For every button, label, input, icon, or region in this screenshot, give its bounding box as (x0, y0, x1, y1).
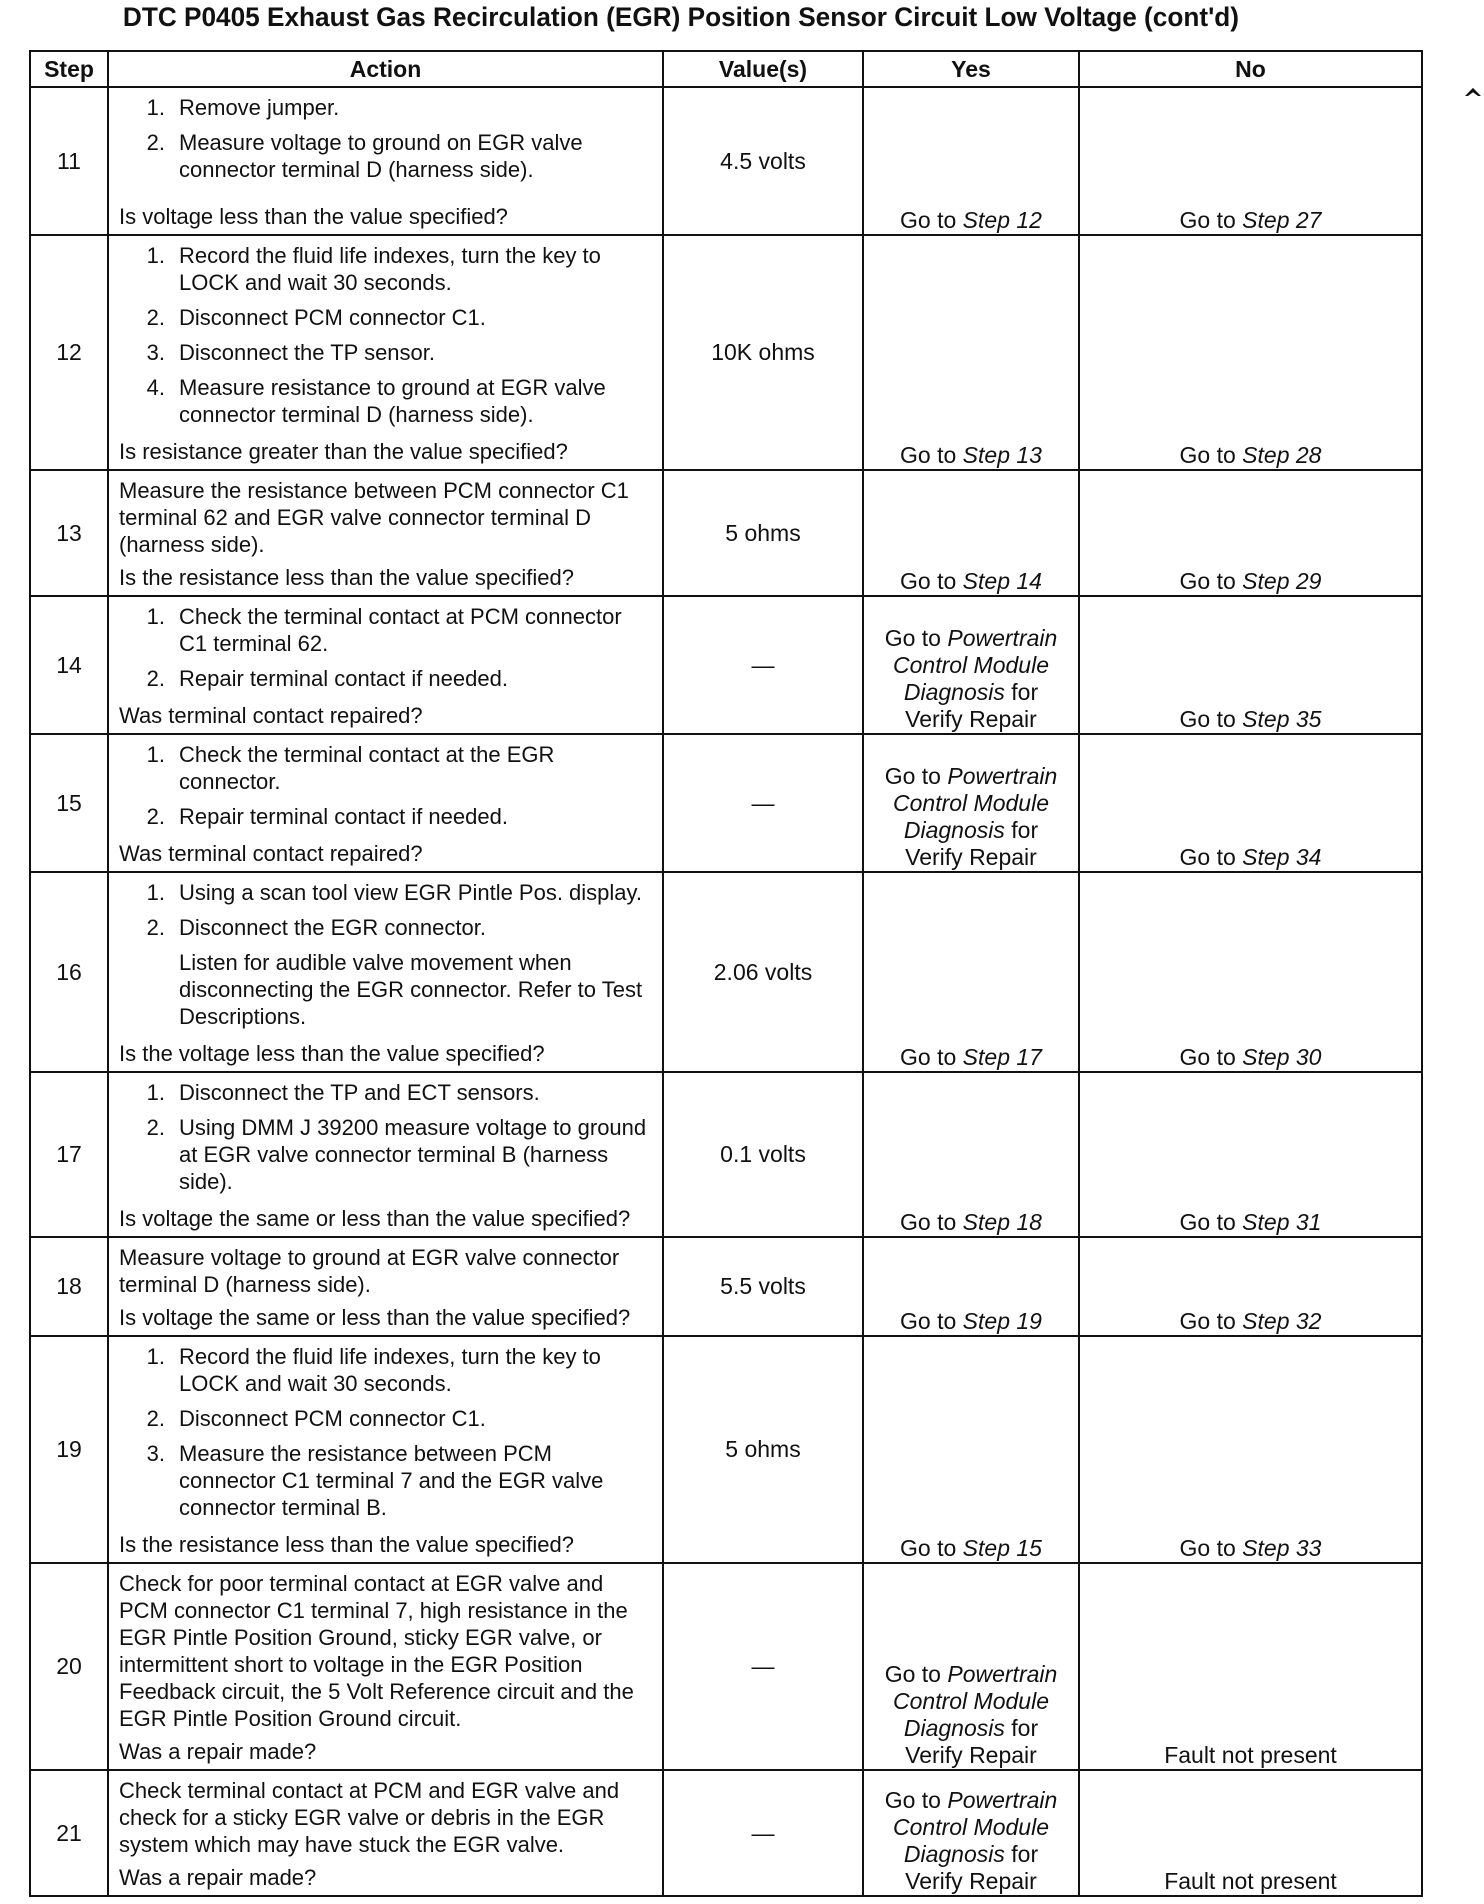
goto-prefix: Go to (1179, 207, 1243, 233)
table-header-row (30, 51, 1422, 87)
action-item-number: 2. (146, 1115, 165, 1140)
goto-prefix: Go to (900, 568, 963, 594)
no-goto (1180, 1044, 1322, 1070)
action-cell (108, 87, 663, 235)
action-item-number: 1. (146, 742, 165, 767)
yes-cell (863, 1237, 1079, 1336)
value-cell: 2.06 volts (663, 872, 863, 1072)
no-goto (1180, 706, 1322, 732)
table-row (30, 87, 1422, 235)
step-number: 21 (30, 1770, 108, 1896)
action-item-number: 3. (146, 340, 165, 365)
action-cell (108, 596, 663, 734)
action-item-number: 2. (146, 1406, 165, 1431)
step-number: 12 (30, 235, 108, 470)
page-title: DTC P0405 Exhaust Gas Recirculation (EGR) Position Sensor Circuit Low Voltage (cont'd) (122, 2, 1240, 32)
action-item-text: Disconnect PCM connector C1. (179, 305, 486, 330)
yes-cell (863, 872, 1079, 1072)
action-content (109, 1073, 662, 1236)
yes-step-link[interactable]: Step 14 (962, 568, 1042, 594)
action-item-number: 1. (146, 243, 165, 268)
powertrain-diagnosis-reference[interactable] (864, 1661, 1078, 1769)
ptc-for: for (1011, 1841, 1039, 1867)
action-cell (108, 734, 663, 872)
step-number: 20 (30, 1563, 108, 1770)
ptc-line-4: Verify Repair (905, 844, 1037, 870)
action-content (109, 471, 662, 595)
ptc-powertrain: Powertrain (947, 625, 1058, 651)
action-item-text: Check the terminal contact at the EGR connector. (179, 742, 555, 794)
action-steps (119, 242, 654, 436)
table-row (30, 470, 1422, 596)
action-content (109, 236, 662, 469)
action-question: Was terminal contact repaired? (119, 703, 423, 728)
value-cell: — (663, 1770, 863, 1896)
action-content (109, 1564, 662, 1769)
table-row (30, 235, 1422, 470)
action-item-text: Repair terminal contact if needed. (179, 804, 508, 829)
action-list-item (119, 741, 654, 795)
ptc-line-2 (864, 1688, 1078, 1715)
no-step-link[interactable]: Step 34 (1242, 844, 1322, 870)
action-list-item (119, 1114, 654, 1195)
action-content (109, 88, 662, 234)
action-content (109, 1238, 662, 1335)
action-item-text: Check the terminal contact at PCM connector C1 terminal 62. (179, 604, 622, 656)
goto-prefix: Go to (900, 207, 963, 233)
yes-step-link[interactable]: Step 13 (962, 442, 1042, 468)
action-list-item (119, 242, 654, 296)
no-result-text: Fault not present (1164, 1742, 1337, 1768)
yes-goto (900, 1308, 1042, 1334)
goto-prefix: Go to (1179, 1308, 1243, 1334)
ptc-line-4: Verify Repair (905, 706, 1037, 732)
table-row (30, 1237, 1422, 1336)
yes-step-link[interactable]: Step 12 (962, 207, 1042, 233)
no-goto (1180, 1209, 1322, 1235)
action-cell (108, 872, 663, 1072)
yes-cell (863, 734, 1079, 872)
goto-prefix: Go to (1179, 1535, 1243, 1561)
no-cell (1079, 734, 1422, 872)
action-note: Listen for audible valve movement when disconnecting the EGR connector. Refer to Test Descriptions. (179, 950, 643, 1029)
goto-prefix: Go to (1179, 1044, 1243, 1070)
yes-cell (863, 87, 1079, 235)
action-content (109, 597, 662, 733)
header-action: Action (108, 51, 663, 87)
no-step-link[interactable]: Step 31 (1242, 1209, 1322, 1235)
no-goto (1180, 844, 1322, 870)
yes-goto (900, 207, 1042, 233)
action-question: Was a repair made? (119, 1739, 317, 1764)
header-step: Step (30, 51, 108, 87)
goto-prefix: Go to (1179, 442, 1243, 468)
action-cell (108, 1336, 663, 1563)
step-number: 17 (30, 1072, 108, 1237)
table-row (30, 1072, 1422, 1237)
no-step-link[interactable]: Step 28 (1242, 442, 1322, 468)
action-item-number: 1. (146, 880, 165, 905)
ptc-diagnosis: Diagnosis (903, 817, 1005, 843)
action-steps (119, 879, 654, 1038)
step-number: 16 (30, 872, 108, 1072)
value-cell: 10K ohms (663, 235, 863, 470)
powertrain-diagnosis-reference[interactable] (864, 625, 1078, 733)
action-item-number: 2. (146, 305, 165, 330)
no-step-link[interactable]: Step 32 (1242, 1308, 1322, 1334)
no-cell (1079, 235, 1422, 470)
goto-prefix: Go to (1179, 844, 1243, 870)
action-text: Check terminal contact at PCM and EGR valve and check for a sticky EGR valve or debris in the EGR system which may have stuck the EGR valve. (119, 1778, 620, 1857)
yes-goto (900, 1209, 1042, 1235)
no-cell (1079, 596, 1422, 734)
action-text: Measure voltage to ground at EGR valve connector terminal D (harness side). (119, 1245, 620, 1297)
action-item-text: Using DMM J 39200 measure voltage to ground at EGR valve connector terminal B (harness side). (179, 1115, 647, 1194)
action-list-item (119, 1440, 654, 1521)
no-goto (1180, 207, 1322, 233)
step-number: 13 (30, 470, 108, 596)
action-item-text: Repair terminal contact if needed. (179, 666, 508, 691)
no-cell (1079, 1237, 1422, 1336)
action-steps (119, 1343, 654, 1529)
no-cell (1079, 87, 1422, 235)
no-cell (1079, 1563, 1422, 1770)
step-number: 15 (30, 734, 108, 872)
value-cell: — (663, 596, 863, 734)
diagnostic-table (29, 50, 1423, 1897)
action-cell (108, 1770, 663, 1896)
ptc-line-1 (864, 625, 1078, 652)
action-question: Was a repair made? (119, 1865, 317, 1890)
action-cell (108, 1237, 663, 1336)
action-list-item (119, 1079, 654, 1106)
action-steps (119, 741, 654, 838)
no-step-link[interactable]: Step 30 (1242, 1044, 1322, 1070)
ptc-control-module: Control Module (893, 1688, 1049, 1714)
header-no: No (1079, 51, 1422, 87)
goto-prefix: Go to (900, 1044, 963, 1070)
yes-goto (900, 442, 1042, 468)
value-cell: 0.1 volts (663, 1072, 863, 1237)
action-list-item (119, 129, 654, 183)
action-item-number: 2. (146, 804, 165, 829)
ptc-line-1 (864, 1661, 1078, 1688)
header-values: Value(s) (663, 51, 863, 87)
no-cell (1079, 1770, 1422, 1896)
action-item-text: Disconnect PCM connector C1. (179, 1406, 486, 1431)
action-item-number: 1. (146, 604, 165, 629)
ptc-diagnosis: Diagnosis (903, 1715, 1005, 1741)
value-cell: 4.5 volts (663, 87, 863, 235)
ptc-line-4: Verify Repair (905, 1742, 1037, 1768)
action-steps (119, 1570, 654, 1736)
value-cell: 5.5 volts (663, 1237, 863, 1336)
powertrain-diagnosis-reference[interactable] (864, 1787, 1078, 1895)
action-item-number: 3. (146, 1441, 165, 1466)
action-list-item (119, 914, 654, 941)
action-item-text: Measure resistance to ground at EGR valve connector terminal D (harness side). (179, 375, 606, 427)
action-question: Is voltage the same or less than the value specified? (119, 1305, 631, 1330)
action-list-item (119, 374, 654, 428)
action-list-item (119, 339, 654, 366)
action-item-text: Disconnect the TP sensor. (179, 340, 435, 365)
action-cell (108, 1563, 663, 1770)
no-goto (1180, 1535, 1322, 1561)
action-cell (108, 470, 663, 596)
action-item-text: Measure the resistance between PCM connector C1 terminal 7 and the EGR valve connector terminal B. (179, 1441, 604, 1520)
no-goto (1180, 442, 1322, 468)
action-item-number: 1. (146, 1344, 165, 1369)
ptc-for: for (1011, 1715, 1039, 1741)
action-text: Check for poor terminal contact at EGR valve and PCM connector C1 terminal 7, high resistance in the EGR Pintle Position Ground, sticky EGR valve, or intermittent short to voltage in the EGR Position Feedback circuit, the 5 Volt Reference circuit and the EGR Pintle Position Ground circuit. (119, 1571, 634, 1731)
yes-cell (863, 1563, 1079, 1770)
action-item-text: Record the fluid life indexes, turn the key to LOCK and wait 30 seconds. (179, 243, 601, 295)
action-question: Is voltage the same or less than the value specified? (119, 1206, 631, 1231)
action-list-item (119, 879, 654, 906)
action-item-text: Disconnect the TP and ECT sensors. (179, 1080, 540, 1105)
action-question: Was terminal contact repaired? (119, 841, 423, 866)
ptc-line-1 (864, 1787, 1078, 1814)
yes-cell (863, 596, 1079, 734)
table-row (30, 734, 1422, 872)
goto-prefix: Go to (900, 1209, 963, 1235)
action-content (109, 735, 662, 871)
ptc-line-1 (864, 763, 1078, 790)
no-cell (1079, 1336, 1422, 1563)
yes-cell (863, 1336, 1079, 1563)
goto-prefix: Go to (900, 442, 963, 468)
action-content (109, 873, 662, 1071)
step-number: 18 (30, 1237, 108, 1336)
ptc-line-3 (864, 817, 1078, 844)
action-item-text: Record the fluid life indexes, turn the key to LOCK and wait 30 seconds. (179, 1344, 601, 1396)
ptc-goto: Go to (884, 763, 941, 789)
ptc-for: for (1011, 817, 1039, 843)
value-cell: — (663, 734, 863, 872)
yes-cell (863, 235, 1079, 470)
action-item-number: 4. (146, 375, 165, 400)
goto-prefix: Go to (1179, 706, 1243, 732)
ptc-line-4: Verify Repair (905, 1868, 1037, 1894)
action-steps (119, 1777, 654, 1862)
yes-step-link[interactable]: Step 18 (962, 1209, 1042, 1235)
action-item-number: 1. (146, 1080, 165, 1105)
ptc-goto: Go to (884, 1661, 941, 1687)
no-step-link[interactable]: Step 33 (1242, 1535, 1322, 1561)
yes-goto (900, 1535, 1042, 1561)
action-list-item (119, 94, 654, 121)
action-cell (108, 235, 663, 470)
action-steps (119, 1079, 654, 1203)
action-steps (119, 477, 654, 562)
goto-prefix: Go to (900, 1308, 963, 1334)
ptc-line-3 (864, 1841, 1078, 1868)
yes-cell (863, 1770, 1079, 1896)
action-steps (119, 603, 654, 700)
step-number: 11 (30, 87, 108, 235)
action-steps (119, 1244, 654, 1302)
goto-prefix: Go to (1179, 1209, 1243, 1235)
action-question: Is resistance greater than the value specified? (119, 439, 568, 464)
ptc-for: for (1011, 679, 1039, 705)
no-step-link[interactable]: Step 35 (1242, 706, 1322, 732)
action-list-item (119, 603, 654, 657)
yes-cell (863, 1072, 1079, 1237)
table-row (30, 1563, 1422, 1770)
action-list-item (119, 665, 654, 692)
ptc-goto: Go to (884, 625, 941, 651)
ptc-control-module: Control Module (893, 652, 1049, 678)
ptc-line-2 (864, 790, 1078, 817)
table-row (30, 1336, 1422, 1563)
action-item-text: Remove jumper. (179, 95, 340, 120)
action-list-item (119, 1343, 654, 1397)
no-cell (1079, 872, 1422, 1072)
header-yes: Yes (863, 51, 1079, 87)
action-list-item (119, 1405, 654, 1432)
goto-prefix: Go to (1179, 568, 1243, 594)
yes-step-link[interactable]: Step 19 (962, 1308, 1042, 1334)
ptc-line-2 (864, 652, 1078, 679)
action-item-number: 2. (146, 666, 165, 691)
yes-goto (900, 568, 1042, 594)
no-step-link[interactable]: Step 27 (1242, 207, 1322, 233)
table-row (30, 1770, 1422, 1896)
action-item-number: 2. (146, 130, 165, 155)
ptc-control-module: Control Module (893, 1814, 1049, 1840)
yes-step-link[interactable]: Step 15 (962, 1535, 1042, 1561)
ptc-powertrain: Powertrain (947, 1787, 1058, 1813)
action-item-text: Disconnect the EGR connector. (179, 915, 486, 940)
action-question: Is the voltage less than the value specified? (119, 1041, 545, 1066)
yes-goto (900, 1044, 1042, 1070)
ptc-diagnosis: Diagnosis (903, 679, 1005, 705)
no-goto (1180, 1308, 1322, 1334)
action-question: Is the resistance less than the value specified? (119, 565, 574, 590)
yes-cell (863, 470, 1079, 596)
ptc-line-2 (864, 1814, 1078, 1841)
action-content (109, 1771, 662, 1895)
ptc-line-3 (864, 1715, 1078, 1742)
goto-prefix: Go to (900, 1535, 963, 1561)
ptc-goto: Go to (884, 1787, 941, 1813)
step-number: 19 (30, 1336, 108, 1563)
no-cell (1079, 1072, 1422, 1237)
value-cell: — (663, 1563, 863, 1770)
no-goto (1180, 568, 1322, 594)
no-step-link[interactable]: Step 29 (1242, 568, 1322, 594)
action-item-number: 1. (146, 95, 165, 120)
ptc-control-module: Control Module (893, 790, 1049, 816)
action-steps (119, 94, 654, 201)
action-cell (108, 1072, 663, 1237)
ptc-line-3 (864, 679, 1078, 706)
action-item-number: 2. (146, 915, 165, 940)
action-list-item (119, 304, 654, 331)
no-result-text: Fault not present (1164, 1868, 1337, 1894)
table-row (30, 596, 1422, 734)
action-content (109, 1337, 662, 1562)
value-cell: 5 ohms (663, 1336, 863, 1563)
powertrain-diagnosis-reference[interactable] (864, 763, 1078, 871)
ptc-powertrain: Powertrain (947, 1661, 1058, 1687)
side-marker: ‸ (1462, 63, 1484, 96)
action-question: Is the resistance less than the value specified? (119, 1532, 574, 1557)
value-cell: 5 ohms (663, 470, 863, 596)
ptc-diagnosis: Diagnosis (903, 1841, 1005, 1867)
action-item-text: Measure voltage to ground on EGR valve connector terminal D (harness side). (179, 130, 583, 182)
no-cell (1079, 470, 1422, 596)
action-item-text: Using a scan tool view EGR Pintle Pos. display. (179, 880, 643, 905)
action-question: Is voltage less than the value specified? (119, 204, 508, 229)
action-list-item (119, 803, 654, 830)
step-number: 14 (30, 596, 108, 734)
action-text: Measure the resistance between PCM connector C1 terminal 62 and EGR valve connector terminal D (harness side). (119, 478, 629, 557)
ptc-powertrain: Powertrain (947, 763, 1058, 789)
yes-step-link[interactable]: Step 17 (962, 1044, 1042, 1070)
table-row (30, 872, 1422, 1072)
